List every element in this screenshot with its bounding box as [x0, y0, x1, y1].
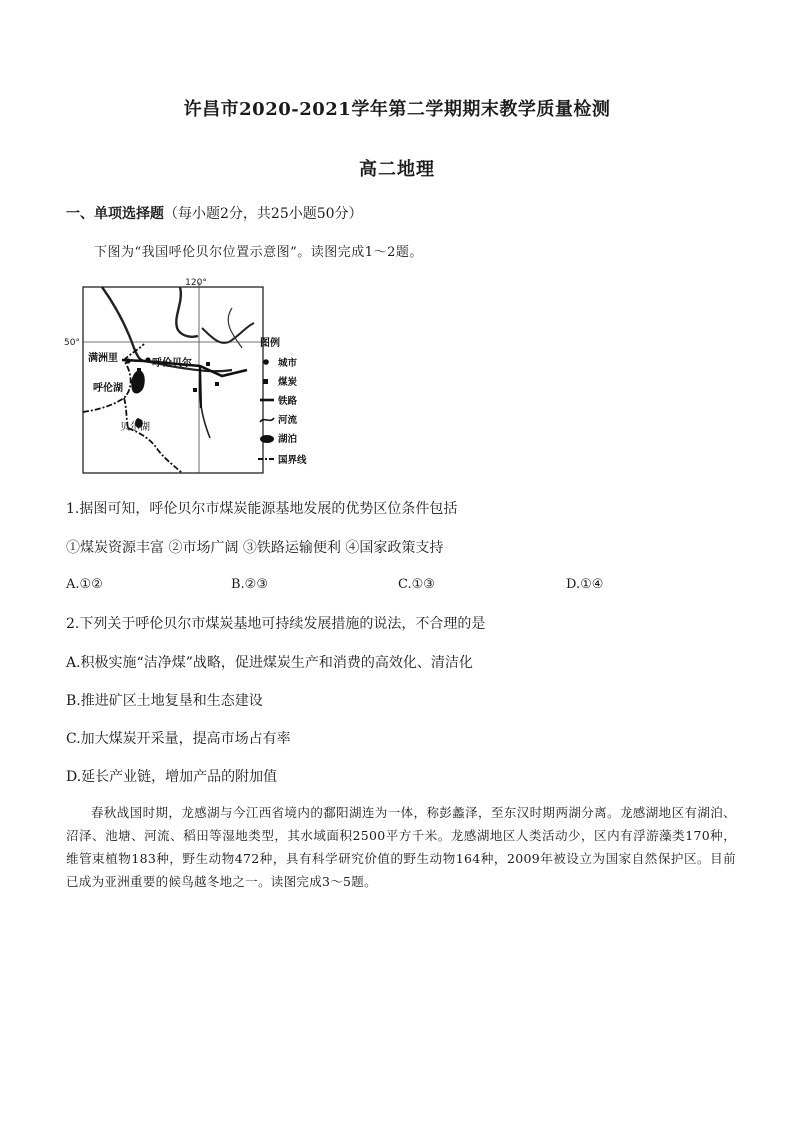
legend-lake-icon	[260, 435, 274, 443]
legend-city-label: 城市	[278, 358, 298, 369]
hulunbuir-label: 呼伦贝尔	[152, 358, 192, 369]
hulunbuir-location-map	[64, 278, 334, 478]
hulun-lake-shape	[131, 370, 145, 393]
longitude-label: 120°	[185, 278, 207, 288]
question-1-option-d[interactable]: D.①④	[566, 577, 604, 592]
hulun-lake-label: 呼伦湖	[93, 383, 123, 394]
coal-marker	[193, 388, 197, 392]
railway-branch	[200, 366, 201, 408]
legend-coal-icon	[263, 379, 268, 384]
question-1-option-a[interactable]: A.①②	[66, 577, 103, 592]
legend-boundary-label: 国界线	[278, 455, 307, 466]
question-2-option-a[interactable]: A.积极实施“洁净煤”战略，促进煤炭生产和消费的高效化、清洁化	[66, 655, 473, 671]
legend-river-icon	[260, 418, 274, 422]
section-heading-label: 一、单项选择题	[66, 206, 164, 222]
section-heading	[66, 203, 363, 223]
exam-subject: 高二地理	[359, 159, 435, 180]
map-legend	[258, 336, 307, 466]
coal-marker	[215, 382, 219, 386]
latitude-label: 50°	[64, 338, 80, 348]
question-2-option-b[interactable]: B.推进矿区土地复垦和生态建设	[66, 693, 263, 709]
reading-passage: 春秋战国时期，龙感湖与今江西省境内的鄱阳湖连为一体，称彭蠡泽，至东汉时期两湖分离。龙感湖地区有湖泊、沼泽、池塘、河流、稻田等湿地类型，其水域面积2500平方千米。龙感湖地区人类活动少，区内有浮游藻类170种，维管束植物183种，野生动物472种，具有科学研究价值的野生动物164种，2009年被设立为国家自然保护区。目前已成为亚洲重要的候鸟越冬地之一。读图完成3～5题。	[66, 805, 736, 889]
manzhouli-city-dot	[125, 358, 130, 363]
exam-title: 许昌市2020-2021学年第二学期期末教学质量检测	[183, 99, 611, 120]
buir-lake-label: 贝尔湖	[120, 422, 150, 433]
legend-city-icon	[263, 359, 269, 365]
map-frame	[83, 287, 263, 473]
coal-marker	[206, 362, 210, 366]
question-1-option-c[interactable]: C.①③	[398, 577, 435, 592]
manzhouli-label: 满洲里	[88, 353, 118, 364]
question-2-option-d[interactable]: D.延长产业链，增加产品的附加值	[66, 769, 278, 785]
question-2-stem: 2.下列关于呼伦贝尔市煤炭基地可持续发展措施的说法，不合理的是	[66, 616, 486, 632]
river-east	[202, 323, 254, 343]
question-1-statements: ①煤炭资源丰富 ②市场广阔 ③铁路运输便利 ④国家政策支持	[66, 540, 444, 556]
question-2-option-c[interactable]: C.加大煤炭开采量，提高市场占有率	[66, 731, 291, 747]
legend-river-label: 河流	[278, 415, 298, 426]
question-1-stem: 1.据图可知，呼伦贝尔市煤炭能源基地发展的优势区位条件包括	[66, 501, 458, 517]
question-intro: 下图为“我国呼伦贝尔位置示意图”。读图完成1～2题。	[94, 245, 423, 260]
legend-title: 图例	[260, 338, 280, 349]
legend-coal-label: 煤炭	[278, 377, 298, 388]
river-upper	[176, 287, 198, 337]
section-heading-note: （每小题2分，共25小题50分）	[164, 206, 363, 222]
question-1-option-b[interactable]: B.②③	[231, 577, 268, 592]
legend-lake-label: 湖泊	[278, 434, 298, 445]
coal-marker	[137, 368, 141, 372]
legend-railway-label: 铁路	[278, 396, 298, 407]
hulunbuir-city-dot	[145, 357, 150, 362]
